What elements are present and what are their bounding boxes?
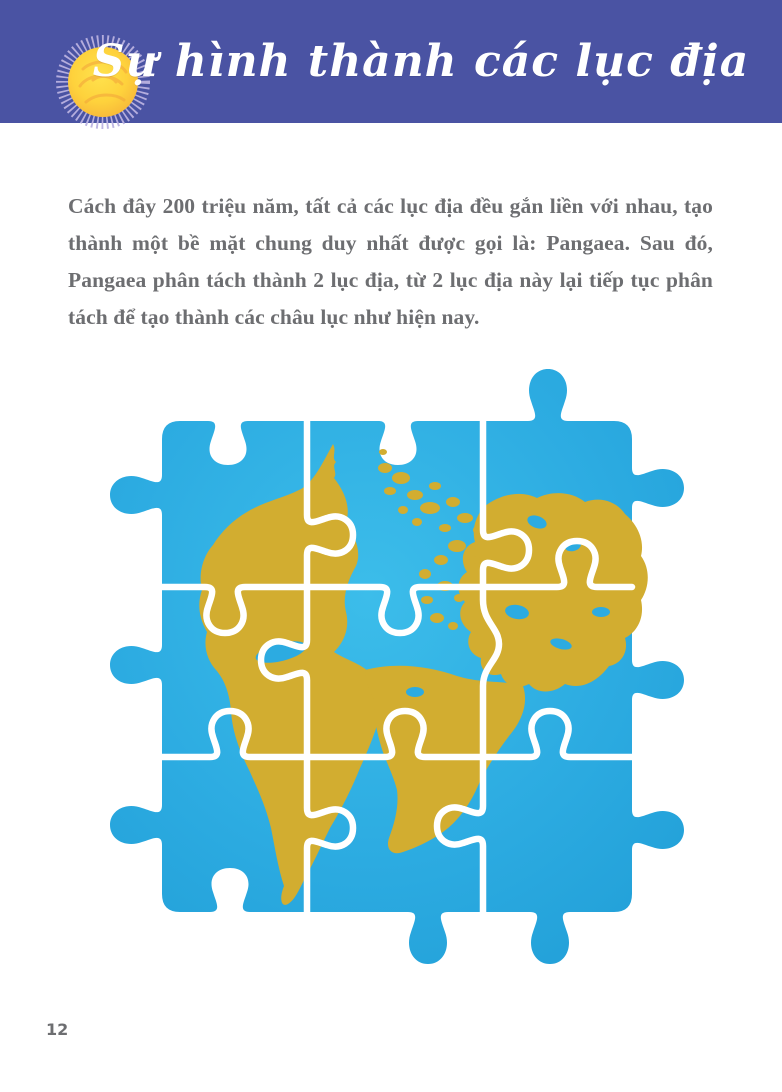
- page-number: 12: [46, 1020, 69, 1039]
- pangaea-puzzle-illustration: [85, 360, 705, 980]
- page-title: Sự hình thành các lục địa: [92, 36, 750, 87]
- intro-paragraph: Cách đây 200 triệu năm, tất cả các lục địa đều gắn liền với nhau, tạo thành một bề mặt chung duy nhất được gọi là: Pangaea. Sau đó, Pangaea phân tách thành 2 lục địa, từ 2 lục địa này lại tiếp tục phân tách để tạo thành các châu lục như hiện nay.: [68, 193, 713, 329]
